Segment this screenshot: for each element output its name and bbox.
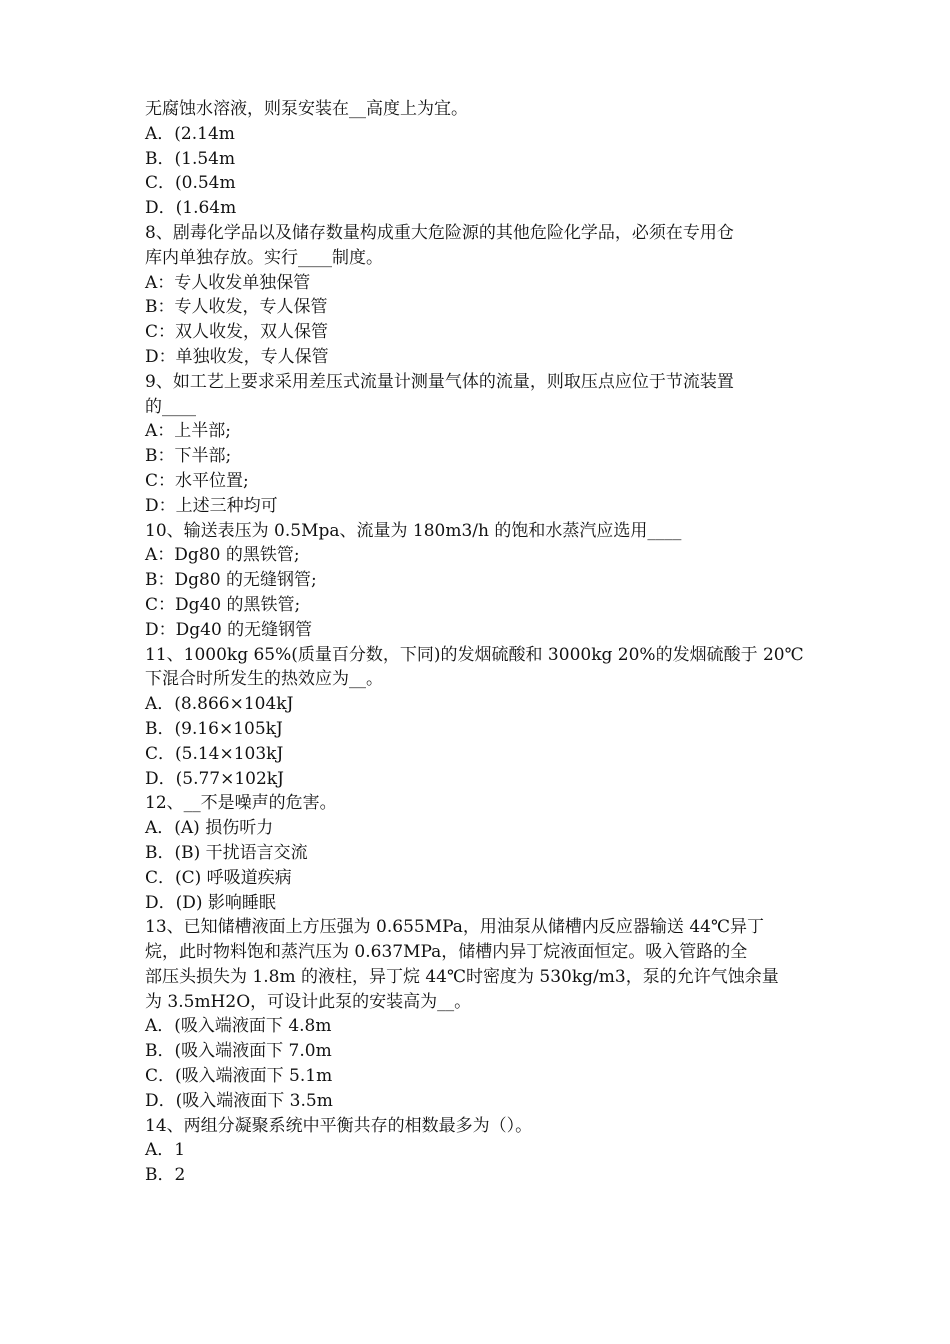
text-line-q12-option-c: C．(C) 呼吸道疾病 bbox=[145, 867, 292, 888]
text-line-q12-option-d: D．(D) 影响睡眠 bbox=[145, 892, 276, 913]
text-line-q9-option-c: C：水平位置; bbox=[145, 470, 249, 491]
text-line-q8-stem-1: 8、剧毒化学品以及储存数量构成重大危险源的其他危险化学品，必须在专用仓 bbox=[145, 222, 734, 243]
text-line-q13-option-b: B．(吸入端液面下 7.0m bbox=[145, 1041, 332, 1062]
text-line-q9-option-a: A：上半部; bbox=[145, 421, 232, 442]
text-line-q14-stem: 14、两组分凝聚系统中平衡共存的相数最多为（）。 bbox=[145, 1115, 533, 1136]
text-line-q11-option-d: D．(5.77×102kJ bbox=[145, 768, 284, 789]
text-line-q7-stem: 无腐蚀水溶液，则泵安装在__高度上为宜。 bbox=[145, 99, 468, 119]
text-line-q10-option-d: D：Dg40 的无缝钢管 bbox=[145, 619, 313, 640]
text-line-q9-stem-2: 的____ bbox=[145, 396, 196, 417]
text-line-q13-option-c: C．(吸入端液面下 5.1m bbox=[145, 1066, 333, 1087]
text-line-q8-option-d: D：单独收发，专人保管 bbox=[145, 346, 329, 367]
text-line-q13-stem-2: 烷，此时物料饱和蒸汽压为 0.637MPa，储槽内异丁烷液面恒定。吸入管路的全 bbox=[145, 942, 748, 963]
text-line-q8-option-a: A：专人收发单独保管 bbox=[145, 272, 311, 293]
text-line-q9-option-d: D：上述三种均可 bbox=[145, 495, 278, 516]
text-line-q14-option-b: B．2 bbox=[145, 1165, 186, 1186]
text-line-q12-option-a: A．(A) 损伤听力 bbox=[145, 818, 274, 839]
text-line-q11-option-c: C．(5.14×103kJ bbox=[145, 743, 284, 764]
text-line-q10-option-a: A：Dg80 的黑铁管; bbox=[145, 545, 300, 566]
document-page bbox=[145, 97, 810, 1188]
text-line-q8-option-b: B：专人收发，专人保管 bbox=[145, 297, 328, 318]
text-line-q8-stem-2: 库内单独存放。实行____制度。 bbox=[145, 247, 383, 268]
text-line-q10-stem: 10、输送表压为 0.5Mpa、流量为 180m3/h 的饱和水蒸汽应选用____ bbox=[145, 520, 682, 541]
text-line-q7-option-d: D．(1.64m bbox=[145, 198, 237, 219]
text-line-q13-stem-3: 部压头损失为 1.8m 的液柱，异丁烷 44℃时密度为 530kg/m3，泵的允许气蚀余量 bbox=[145, 966, 779, 987]
text-line-q12-option-b: B．(B) 干扰语言交流 bbox=[145, 842, 308, 863]
text-line-q11-option-a: A．(8.866×104kJ bbox=[145, 694, 294, 715]
text-line-q14-option-a: A．1 bbox=[145, 1140, 186, 1161]
text-line-q11-stem-2: 下混合时所发生的热效应为__。 bbox=[145, 669, 383, 690]
text-line-q13-stem-4: 为 3.5mH2O，可设计此泵的安装高为__。 bbox=[145, 991, 472, 1012]
text-line-q7-option-a: A．(2.14m bbox=[145, 123, 235, 144]
text-line-q8-option-c: C：双人收发，双人保管 bbox=[145, 322, 329, 343]
text-line-q12-stem: 12、__不是噪声的危害。 bbox=[145, 793, 337, 814]
text-line-q7-option-b: B．(1.54m bbox=[145, 148, 236, 169]
text-line-q10-option-c: C：Dg40 的黑铁管; bbox=[145, 594, 301, 615]
text-line-q7-option-c: C．(0.54m bbox=[145, 173, 236, 194]
text-line-q11-option-b: B．(9.16×105kJ bbox=[145, 718, 283, 739]
text-line-q13-option-a: A．(吸入端液面下 4.8m bbox=[145, 1016, 332, 1037]
text-line-q9-option-b: B：下半部; bbox=[145, 446, 232, 467]
text-line-q11-stem-1: 11、1000kg 65%(质量百分数，下同)的发烟硫酸和 3000kg 20%的发烟硫酸于 20℃ bbox=[145, 644, 804, 665]
text-line-q13-option-d: D．(吸入端液面下 3.5m bbox=[145, 1090, 333, 1111]
text-line-q9-stem-1: 9、如工艺上要求采用差压式流量计测量气体的流量，则取压点应位于节流装置 bbox=[145, 371, 734, 392]
text-line-q10-option-b: B：Dg80 的无缝钢管; bbox=[145, 570, 317, 591]
text-line-q13-stem-1: 13、已知储槽液面上方压强为 0.655MPa，用油泵从储槽内反应器输送 44℃异丁 bbox=[145, 917, 764, 938]
